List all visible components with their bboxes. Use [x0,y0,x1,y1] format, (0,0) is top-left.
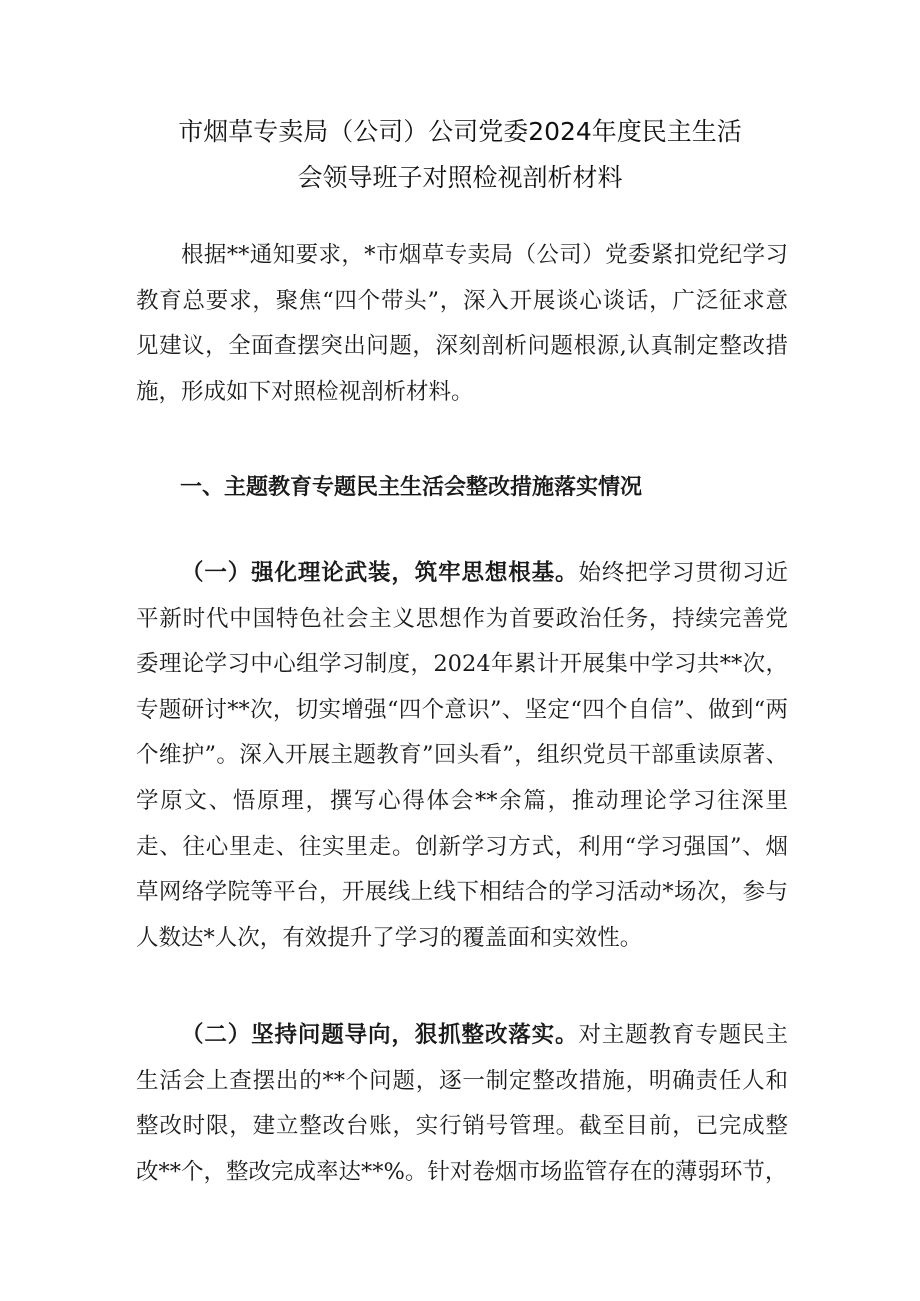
item-2-paragraph [136,1013,788,1195]
intro-paragraph: 根据**通知要求，*市烟草专卖局（公司）党委紧扣党纪学习教育总要求，聚焦“四个带头”，深入开展谈心谈话，广泛征求意见建议，全面查摆突出问题，深刻剖析问题根源,认真制定整改措施，形成如下对照检视剖析材料。 [136,242,788,405]
document-title-line-2: 会领导班子对照检视剖析材料 [297,163,623,192]
document-title-line-1: 市烟草专卖局（公司）公司党委2024年度民主生活 [178,117,742,146]
item-2-lead: （二）坚持问题导向，狠抓整改落实。 [181,1022,579,1048]
section-1-heading: 一、主题教育专题民主生活会整改措施落实情况 [180,475,643,500]
item-1-text: 始终把学习贯彻习近平新时代中国特色社会主义思想作为首要政治任务，持续完善党委理论学习中心组学习制度，2024年累计开展集中学习共**次，专题研讨**次，切实增强“四个意识”、坚定“四个自信”、做到“两个维护”。深入开展主题教育”回头看”，组织党员干部重读原著、学原文、悟原理，撰写心得体会**余篇，推动理论学习往深里走、往心里走、往实里走。创新学习方式，利用“学习强国”、烟草网络学院等平台，开展线上线下相结合的学习活动*场次，参与人数达*人次，有效提升了学习的覆盖面和实效性。 [136,560,788,951]
item-1-paragraph [136,551,788,961]
item-1-lead: （一）强化理论武装，筑牢思想根基。 [181,560,579,586]
item-2-text: 对主题教育专题民主生活会上查摆出的**个问题，逐一制定整改措施，明确责任人和整改时限，建立整改台账，实行销号管理。截至目前，已完成整改**个，整改完成率达**%。针对卷烟市场监管存在的薄弱环节， [136,1022,788,1185]
